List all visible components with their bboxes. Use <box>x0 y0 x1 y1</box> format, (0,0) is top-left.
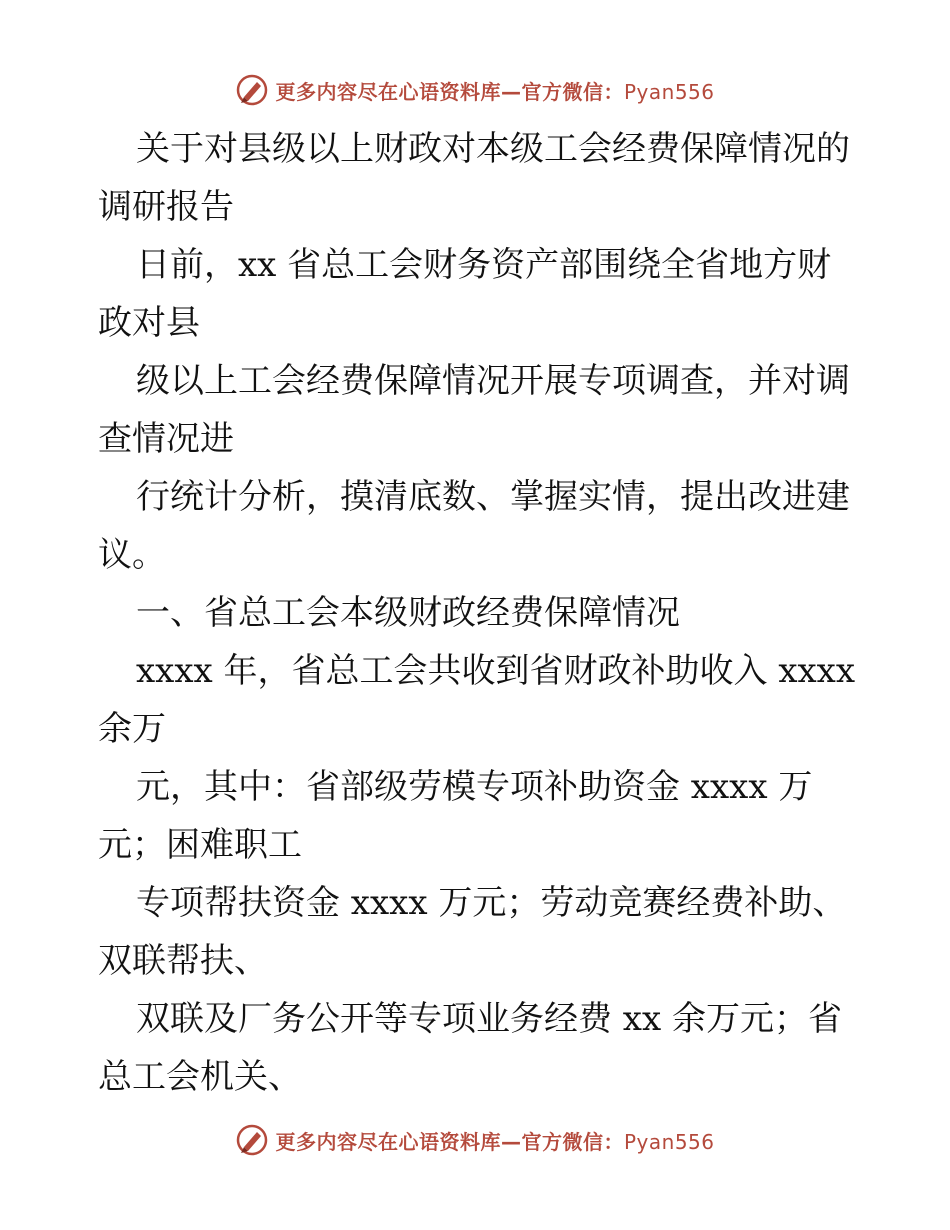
text-line: 双联及厂务公开等专项业务经费 xx 余万元；省 <box>136 999 842 1039</box>
text-line: 关于对县级以上财政对本级工会经费保障情况的 <box>136 129 850 169</box>
watermark-label: 更多内容尽在心语资料库—官方微信： <box>275 79 624 104</box>
text-line: 议。 <box>98 535 166 575</box>
text-line: 一、省总工会本级财政经费保障情况 <box>136 593 680 633</box>
text-line: 查情况进 <box>98 419 234 459</box>
text-line: 政对县 <box>98 303 200 343</box>
text-line: 元，其中：省部级劳模专项补助资金 xxxx 万 <box>136 767 813 807</box>
text-line: 行统计分析，摸清底数、掌握实情，提出改进建 <box>136 477 850 517</box>
text-line: 调研报告 <box>98 187 234 227</box>
text-line: 余万 <box>98 709 166 749</box>
text-line: xxxx 年，省总工会共收到省财政补助收入 xxxx <box>136 651 856 691</box>
pen-logo-icon <box>235 1123 269 1157</box>
watermark-wechat-id: Pyan556 <box>623 1129 715 1154</box>
watermark-label: 更多内容尽在心语资料库—官方微信： <box>275 1129 624 1154</box>
text-line: 总工会机关、 <box>98 1057 302 1097</box>
text-line: 双联帮扶、 <box>98 941 268 981</box>
text-line: 元；困难职工 <box>98 825 302 865</box>
pen-logo-icon <box>235 73 269 107</box>
watermark-wechat-id: Pyan556 <box>623 79 715 104</box>
text-line: 专项帮扶资金 xxxx 万元；劳动竞赛经费补助、 <box>136 883 847 923</box>
text-line: 日前，xx 省总工会财务资产部围绕全省地方财 <box>136 245 832 285</box>
footer-watermark <box>0 1120 950 1160</box>
header-watermark <box>0 70 950 110</box>
document-body <box>98 120 858 1106</box>
text-line: 级以上工会经费保障情况开展专项调查，并对调 <box>136 361 850 401</box>
